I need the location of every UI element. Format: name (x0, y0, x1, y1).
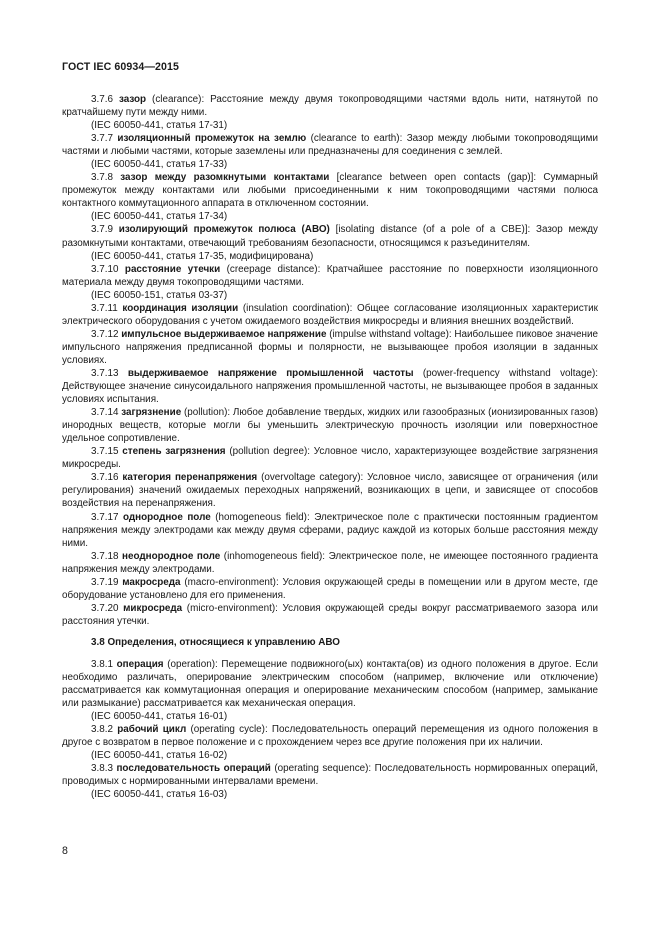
clause-number: 3.7.14 (91, 407, 119, 419)
definition-text: (micro-environment): Условия окружающей среды вокруг рассматриваемого зазора или расстояния утечки. (62, 602, 598, 627)
defined-term: макросреда (122, 576, 181, 588)
clause-number: 3.7.13 (91, 367, 119, 379)
reference-citation: (IEC 60050-151, статья 03-37) (91, 289, 228, 301)
reference-citation: (IEC 60050-441, статья 17-35, модифицирована) (91, 250, 314, 262)
clause-number: 3.7.12 (91, 328, 119, 340)
definition-text: [isolating distance (of a pole of a CBE)]: Зазор между разомкнутыми контактами, отвечающий требованиям безопасности, относящимся к разъединителям. (62, 224, 598, 249)
definition-text: (macro-environment): Условия окружающей среды в помещении или в другом месте, где оборудование установлено для его применения. (62, 576, 599, 601)
defined-term: изоляционный промежуток на землю (117, 133, 307, 145)
definition-paragraph (62, 367, 598, 406)
clause-number: 3.8.1 (91, 658, 113, 670)
page-number: 8 (62, 845, 68, 857)
reference-citation: (IEC 60050-441, статья 16-01) (91, 711, 228, 723)
clause-number: 3.7.7 (91, 133, 113, 145)
definition-text: (overvoltage category): Условное число, зависящее от ограничения (или регулирования) значений ожидаемых переходных напряжений, возникающих в цепи, и зависящее от способов воздействия на перенапряжения. (62, 472, 598, 510)
definition-paragraph (62, 93, 598, 119)
defined-term: операция (116, 658, 164, 670)
defined-term: загрязнение (121, 407, 182, 419)
definition-paragraph (62, 406, 598, 445)
clause-number: 3.7.10 (91, 263, 119, 275)
definition-paragraph (62, 576, 598, 602)
definition-text: (creepage distance): Кратчайшее расстояние по поверхности изоляционного материала между двумя токопроводящими частями. (62, 263, 598, 288)
definition-paragraph (62, 550, 598, 576)
clause-number: 3.7.18 (91, 550, 119, 562)
definition-paragraph (62, 471, 598, 510)
definition-paragraph (62, 445, 598, 471)
defined-term: выдерживаемое напряжение промышленной частоты (127, 367, 414, 379)
clause-number: 3.7.15 (91, 446, 119, 458)
clause-number: 3.7.11 (91, 302, 118, 314)
section-heading: 3.8 Определения, относящиеся к управлению АВО (91, 636, 340, 648)
defined-term: степень загрязнения (122, 446, 226, 458)
reference-citation: (IEC 60050-441, статья 17-33) (91, 159, 228, 171)
definition-text: (clearance to earth): Зазор между любыми токопроводящими частями и любыми частями, которые заземлены или предназначены для соединения с землей. (62, 133, 598, 158)
defined-term: зазор между разомкнутыми контактами (120, 172, 330, 184)
clause-number: 3.7.6 (91, 94, 113, 105)
definition-paragraph (62, 723, 598, 749)
clause-number: 3.7.9 (91, 224, 113, 236)
clause-number: 3.7.16 (91, 472, 119, 484)
definition-paragraph (62, 302, 598, 328)
defined-term: категория перенапряжения (122, 472, 258, 484)
defined-term: последовательность операций (116, 763, 271, 775)
clause-number: 3.7.20 (91, 602, 119, 614)
definition-text: (operating sequence): Последовательность нормированных операций, проводимых с нормированными интервалами времени. (62, 763, 598, 788)
clause-number: 3.8.2 (91, 724, 113, 736)
defined-term: неоднородное поле (122, 550, 221, 562)
defined-term: координация изоляции (122, 302, 239, 314)
defined-term: расстояние утечки (124, 263, 221, 275)
defined-term: однородное поле (122, 511, 211, 523)
definition-paragraph (62, 223, 598, 249)
definition-text: (inhomogeneous field): Электрическое поле, не имеющее постоянного градиента напряжения между электродами. (62, 550, 598, 575)
definition-text: (power-frequency withstand voltage): Действующее значение синусоидального напряжения промышленной частоты, не вызывающее пробоя в заданных условиях испытания. (62, 367, 598, 406)
definition-paragraph (62, 602, 598, 628)
document-body (62, 93, 598, 801)
definition-text: (impulse withstand voltage): Наибольшее пиковое значение импульсного напряжения предписанной формы и полярности, не вызывающее пробоя изоляции в заданных условиях. (62, 328, 598, 366)
definition-text: (operating cycle): Последовательность операций перемещения из одного положения в другое с возвратом в первое положение и с прохождением через все другие положения при их наличии. (62, 724, 598, 749)
defined-term: микросреда (123, 602, 183, 614)
defined-term: изолирующий промежуток полюса (АВО) (118, 224, 330, 236)
clause-number: 3.7.8 (91, 172, 113, 184)
definition-text: (clearance): Расстояние между двумя токопроводящими частями вдоль нити, натянутой по кратчайшему пути между ними. (62, 94, 599, 119)
definition-text: (homogeneous field): Электрическое поле с практически постоянным градиентом напряжения между электродами как между двумя сферами, радиус каждой из которых больше расстояния между ними. (62, 511, 598, 549)
reference-citation: (IEC 60050-441, статья 17-31) (91, 120, 228, 132)
definition-paragraph (62, 263, 598, 289)
definition-paragraph (62, 132, 598, 158)
definition-paragraph (62, 328, 598, 367)
defined-term: зазор (118, 94, 147, 105)
clause-number: 3.7.19 (91, 576, 119, 588)
definition-text: (pollution degree): Условное число, характеризующее воздействие загрязнения микросреды. (62, 446, 599, 471)
reference-citation: (IEC 60050-441, статья 17-34) (91, 211, 228, 223)
defined-term: рабочий цикл (117, 724, 187, 736)
definition-text: [clearance between open contacts (gap)]: Суммарный промежуток между контактами или любыми присоединенными к ним токопроводящими частями полюса контактного коммутационного аппарата в отключенном состоянии. (62, 172, 599, 210)
clause-number: 3.8.3 (91, 763, 113, 775)
definition-text: (pollution): Любое добавление твердых, жидких или газообразных (ионизированных газов) инородных веществ, которые могли бы уменьшить электрическую прочность изоляции или поверхностное удельное сопротивление. (62, 407, 598, 445)
defined-term: импульсное выдерживаемое напряжение (121, 328, 327, 340)
definition-text: (operation): Перемещение подвижного(ых) контакта(ов) из одного положения в другое. Если необходимо различать, оперирование электрическим способом (например, включение или отключение) рассматривается как коммутационная операция и оперирование механическим способом (например, замыкание или размыкание) рассматривается как механическая операция. (62, 658, 598, 710)
definition-paragraph (62, 762, 598, 788)
document-header: ГОСТ IEC 60934—2015 (62, 61, 180, 73)
reference-citation: (IEC 60050-441, статья 16-02) (91, 750, 228, 762)
definition-paragraph (62, 171, 598, 210)
definition-paragraph (62, 658, 598, 710)
definition-text: (insulation coordination): Общее согласование изоляционных характеристик электрического оборудования с учетом ожидаемого воздействия микросреды и влияния внешних воздействий. (62, 302, 599, 327)
reference-citation: (IEC 60050-441, статья 16-03) (91, 789, 228, 801)
clause-number: 3.7.17 (91, 511, 119, 523)
definition-paragraph (62, 511, 598, 550)
